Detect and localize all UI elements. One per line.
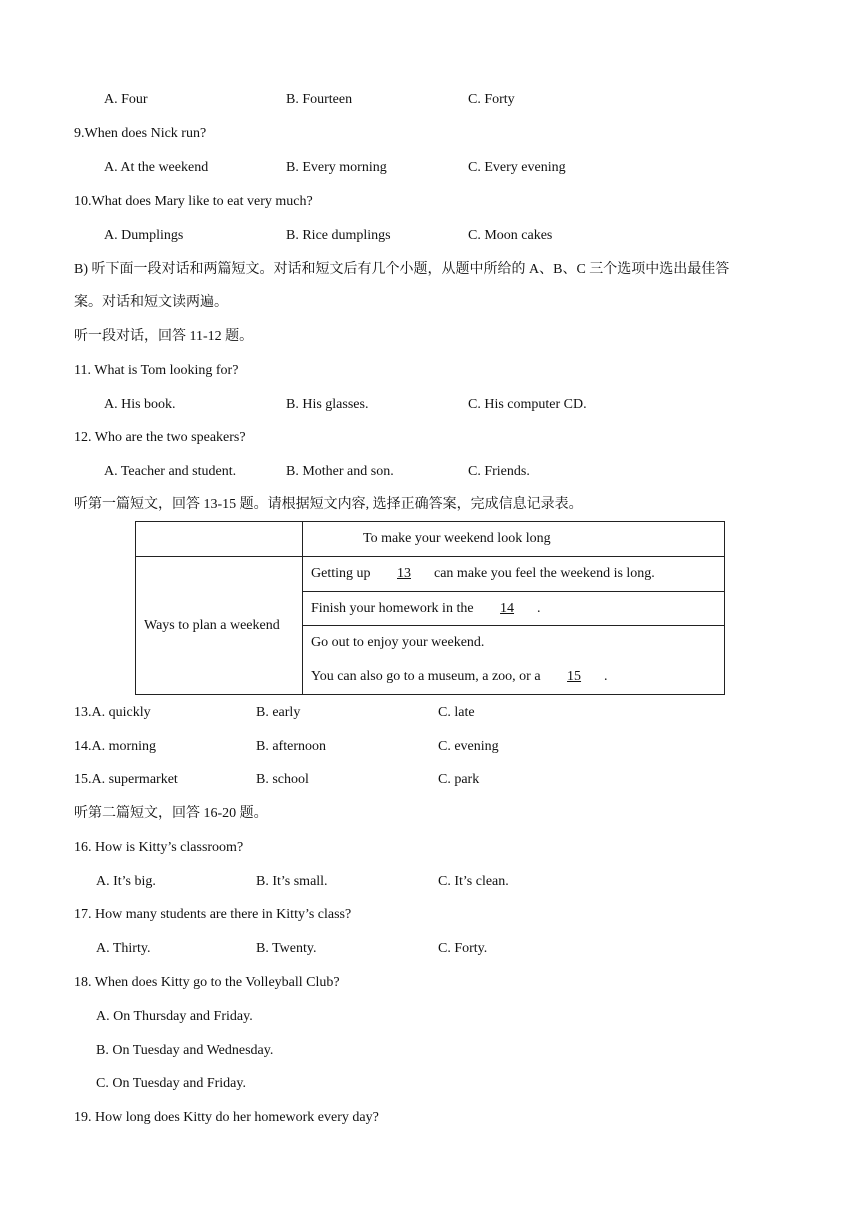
q9-option-a: A. At the weekend <box>104 160 209 175</box>
q8-option-a: A. Four <box>104 92 148 107</box>
q16-option-b: B. It’s small. <box>256 874 328 889</box>
q15-option-b: B. school <box>256 772 309 787</box>
table-header-empty-cell <box>136 522 303 557</box>
table-row-15 <box>303 626 725 695</box>
q9-stem: 9.When does Nick run? <box>74 126 207 141</box>
q16-option-c: C. It’s clean. <box>438 874 509 889</box>
q16-stem: 16. How is Kitty’s classroom? <box>74 840 244 855</box>
row15-prefix: You can also go to a museum, a zoo, or a <box>311 669 545 684</box>
blank-15: 15 <box>567 669 582 684</box>
q8-option-c: C. Forty <box>468 92 515 107</box>
q15-option-a: 15.A. supermarket <box>74 772 178 787</box>
q9-option-c: C. Every evening <box>468 160 566 175</box>
q10-option-b: B. Rice dumplings <box>286 228 391 243</box>
q12-stem: 12. Who are the two speakers? <box>74 430 246 445</box>
q10-stem: 10.What does Mary like to eat very much? <box>74 194 313 209</box>
q16-option-a: A. It’s big. <box>96 874 156 889</box>
section-b-instruction-line2: 案。对话和短文读两遍。 <box>74 295 228 310</box>
q11-option-a: A. His book. <box>104 397 176 412</box>
blank-13: 13 <box>397 566 411 581</box>
q14-option-a: 14.A. morning <box>74 739 157 754</box>
q12-option-b: B. Mother and son. <box>286 464 394 479</box>
row13-suffix: can make you feel the weekend is long. <box>434 566 655 581</box>
q12-option-a: A. Teacher and student. <box>104 464 237 479</box>
q11-option-b: B. His glasses. <box>286 397 369 412</box>
q17-option-c: C. Forty. <box>438 941 488 956</box>
q10-option-c: C. Moon cakes <box>468 228 553 243</box>
info-record-table <box>135 521 725 695</box>
row13-prefix: Getting up <box>311 566 374 581</box>
row14-suffix: . <box>537 600 541 616</box>
q12-option-c: C. Friends. <box>468 464 530 479</box>
row15-line1: Go out to enjoy your weekend. <box>311 635 485 650</box>
q19-stem: 19. How long does Kitty do her homework every day? <box>74 1110 379 1125</box>
q17-stem: 17. How many students are there in Kitty’s class? <box>74 907 352 922</box>
table-row-label: Ways to plan a weekend <box>136 557 303 695</box>
section-b-instruction-line1: B) 听下面一段对话和两篇短文。对话和短文后有几个小题，从题中所给的 A、B、C 三个选项中选出最佳答 <box>74 262 730 277</box>
q18-option-b: B. On Tuesday and Wednesday. <box>96 1043 274 1058</box>
q11-option-c: C. His computer CD. <box>468 397 587 412</box>
passage2-intro: 听第二篇短文，回答 16-20 题。 <box>74 806 268 821</box>
q15-option-c: C. park <box>438 772 480 787</box>
q9-option-b: B. Every morning <box>286 160 387 175</box>
table-row-14 <box>303 592 725 626</box>
blank-14: 14 <box>500 600 515 616</box>
row14-prefix: Finish your homework in the <box>311 600 478 616</box>
q10-option-a: A. Dumplings <box>104 228 184 243</box>
q11-stem: 11. What is Tom looking for? <box>74 363 239 378</box>
q18-option-a: A. On Thursday and Friday. <box>96 1009 253 1024</box>
q13-option-b: B. early <box>256 705 301 720</box>
dialogue-intro: 听一段对话，回答 11-12 题。 <box>74 329 254 344</box>
q8-option-b: B. Fourteen <box>286 92 353 107</box>
row15-suffix: . <box>604 669 608 684</box>
q18-option-c: C. On Tuesday and Friday. <box>96 1076 246 1091</box>
q14-option-c: C. evening <box>438 739 499 754</box>
row15-line2 <box>311 660 716 694</box>
passage1-intro: 听第一篇短文，回答 13-15 题。请根据短文内容, 选择正确答案，完成信息记录表。 <box>74 497 583 512</box>
q14-option-b: B. afternoon <box>256 739 326 754</box>
q17-option-a: A. Thirty. <box>96 941 151 956</box>
table-header: To make your weekend look long <box>303 522 725 557</box>
table-row-13 <box>303 557 725 592</box>
q13-option-c: C. late <box>438 705 475 720</box>
q18-stem: 18. When does Kitty go to the Volleyball Club? <box>74 975 340 990</box>
q17-option-b: B. Twenty. <box>256 941 317 956</box>
q13-option-a: 13.A. quickly <box>74 705 151 720</box>
